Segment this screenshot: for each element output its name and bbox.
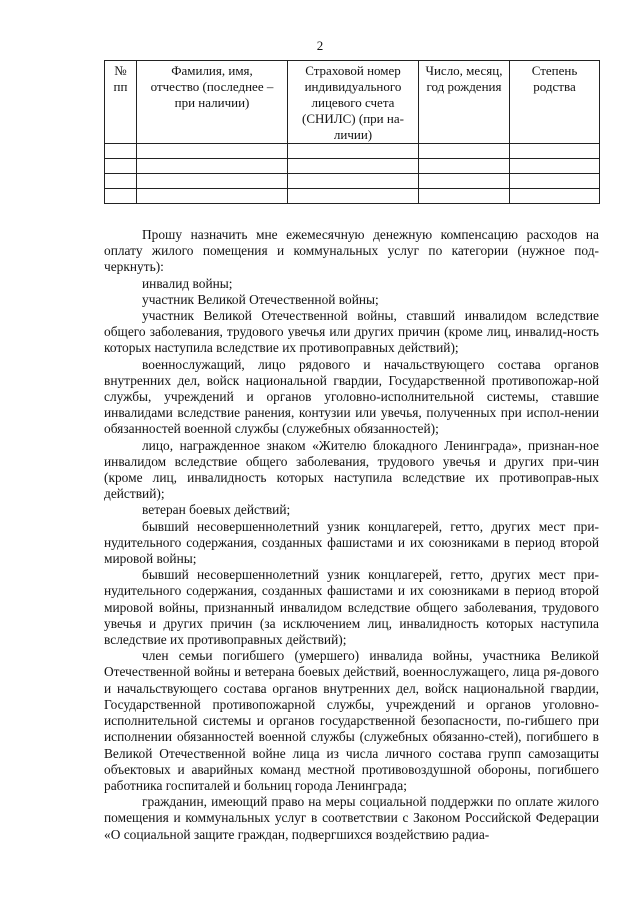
- header-full-name: Фамилия, имя, отчество (последнее – при наличии): [137, 61, 288, 144]
- table-cell[interactable]: [288, 144, 419, 159]
- table-cell[interactable]: [419, 144, 510, 159]
- table-header-row: [105, 61, 600, 144]
- table-cell[interactable]: [137, 189, 288, 204]
- table-cell[interactable]: [137, 144, 288, 159]
- table-row: [105, 159, 600, 174]
- table-cell[interactable]: [288, 174, 419, 189]
- category-war-invalid: инвалид войны;: [142, 275, 233, 291]
- category-service-member-invalid: военнослужащий, лицо рядового и начальствующего состава органов внутренних дел, войск национальной гвардии, Государственной противопожар-ной службы, учреждений и органов уголовно-исполнительной системы, ставшие инвалидами вследствие ранения, контузии или увечья, полученных при испол-нении обязанностей военной службы (служебных обязанностей);: [104, 356, 599, 437]
- table-cell[interactable]: [105, 159, 137, 174]
- header-birth-date: Число, месяц, год рождения: [419, 61, 510, 144]
- category-family-member: член семьи погибшего (умершего) инвалида войны, участника Великой Отечественной войны и ветерана боевых действий, военнослужащего, лица ря-дового и начальствующего состава органов внутренних дел, войск национальной гвардии, Государственной противопожарной службы, учреждений и органов уголовно-исполнительной системы и органов государственной безопасности, по-гибшего при исполнении обязанностей военной службы (служебных обязанно-стей), погибшего в Великой Отечественной войне лица из числа личного состава групп самозащиты объектовых и аварийных команд местной противовоздушной обороны, погибшего работника госпиталей и больниц города Ленинграда;: [104, 648, 599, 793]
- table-cell[interactable]: [105, 174, 137, 189]
- table-row: [105, 144, 600, 159]
- table-cell[interactable]: [510, 144, 600, 159]
- table-cell[interactable]: [510, 189, 600, 204]
- table-cell[interactable]: [105, 189, 137, 204]
- request-paragraph: Прошу назначить мне ежемесячную денежную компенсацию расходов на оплату жилого помещения и коммунальных услуг по категории (нужное под-черкнуть):: [104, 227, 599, 275]
- table-cell[interactable]: [419, 189, 510, 204]
- table-cell[interactable]: [419, 174, 510, 189]
- table-cell[interactable]: [419, 159, 510, 174]
- table-row: [105, 189, 600, 204]
- table-cell[interactable]: [137, 159, 288, 174]
- table-row: [105, 174, 600, 189]
- table-cell[interactable]: [510, 174, 600, 189]
- category-wwii-participant-invalid: участник Великой Отечественной войны, ставший инвалидом вследствие общего заболевания, трудового увечья или других причин (кроме лиц, инвалид-ность которых наступила вследствие их противоправных действий);: [104, 308, 599, 356]
- table-cell[interactable]: [288, 189, 419, 204]
- header-number: № пп: [105, 61, 137, 144]
- category-wwii-participant: участник Великой Отечественной войны;: [142, 291, 379, 307]
- category-minor-prisoner-invalid: бывший несовершеннолетний узник концлагерей, гетто, других мест при-нудительного содержания, созданных фашистами и их союзниками в период второй мировой войны, признанный инвалидом вследствие общего заболевания, трудового увечья и других причин (за исключением лиц, инвалидность которых наступила вследствие их противоправных действий);: [104, 567, 599, 648]
- category-radiation-citizen: гражданин, имеющий право на меры социальной поддержки по оплате жилого помещения и коммунальных услуг в соответствии с Законом Российской Федерации «О социальной защите граждан, подвергшихся воздействию радиа-: [104, 794, 599, 842]
- header-snils: Страховой номер индивидуального лицевого счета (СНИЛС) (при на- личии): [288, 61, 419, 144]
- category-combat-veteran: ветеран боевых действий;: [142, 502, 291, 518]
- category-minor-prisoner: бывший несовершеннолетний узник концлагерей, гетто, других мест при-нудительного содержания, созданных фашистами и их союзниками в период второй мировой войны;: [104, 518, 599, 567]
- category-leningrad-siege-resident: лицо, награжденное знаком «Жителю блокадного Ленинграда», признан-ное инвалидом вследствие общего заболевания, трудового увечья и других при-чин (кроме лиц, инвалидность которых наступила вследствие их противоправ-ных действий);: [104, 437, 599, 502]
- family-members-table: [104, 60, 600, 204]
- header-relationship: Степень родства: [510, 61, 600, 144]
- table-cell[interactable]: [288, 159, 419, 174]
- table-cell[interactable]: [137, 174, 288, 189]
- table-cell[interactable]: [510, 159, 600, 174]
- page-number: 2: [316, 38, 324, 53]
- application-body: [104, 227, 599, 843]
- table-cell[interactable]: [105, 144, 137, 159]
